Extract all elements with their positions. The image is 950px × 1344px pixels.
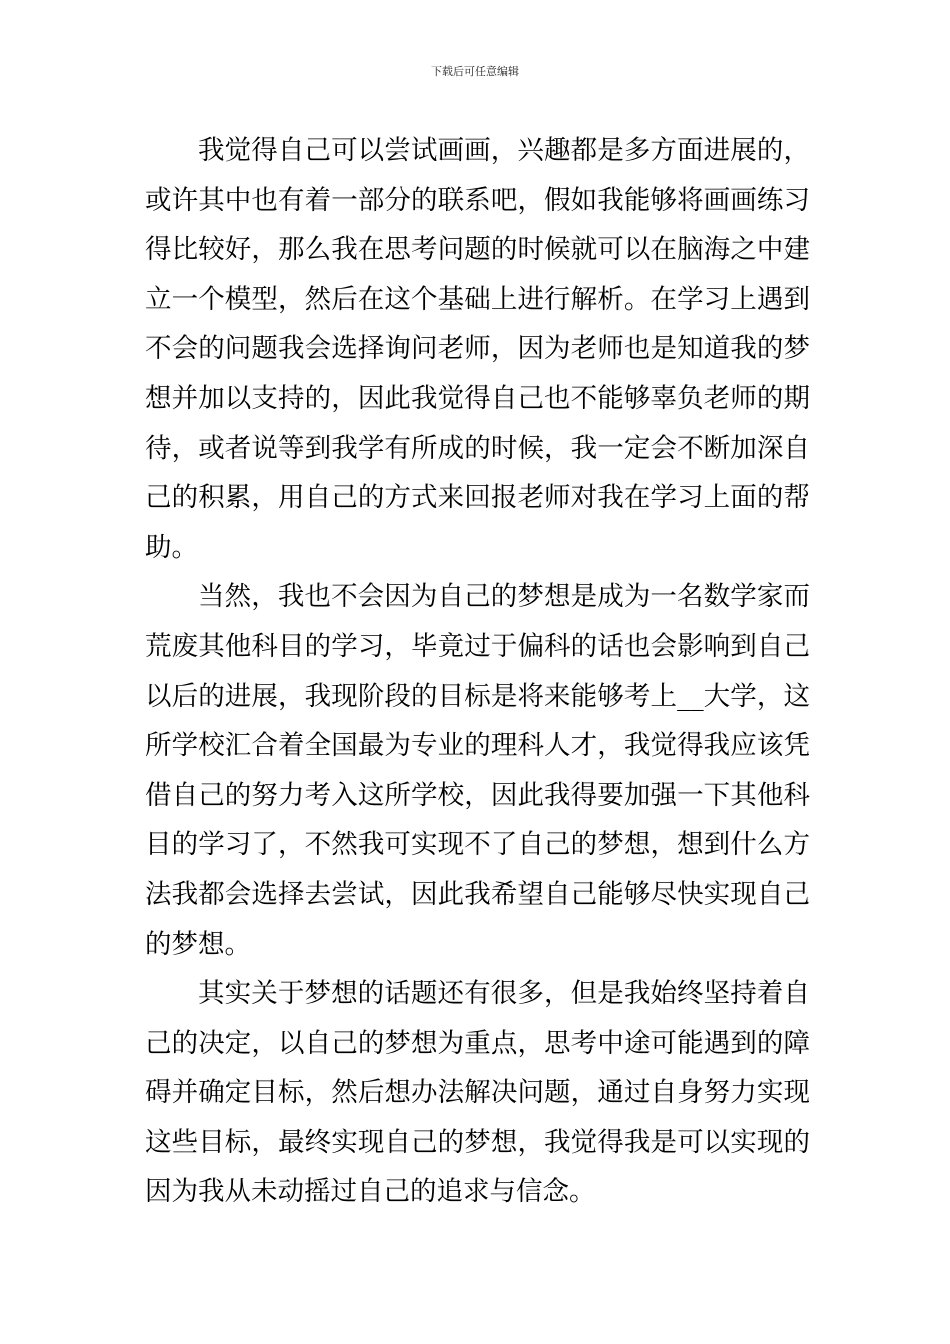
page-header: 下载后可任意编辑 — [431, 65, 519, 78]
document-body — [145, 126, 810, 1217]
paragraph-2: 当然，我也不会因为自己的梦想是成为一名数学家而荒废其他科目的学习，毕竟过于偏科的话也会影响到自己以后的进展，我现阶段的目标是将来能够考上__大学，这所学校汇合着全国最为专业的理科人才，我觉得我应该凭借自己的努力考入这所学校，因此我得要加强一下其他科目的学习了，不然我可实现不了自己的梦想，想到什么方法我都会选择去尝试，因此我希望自己能够尽快实现自己的梦想。 — [145, 581, 810, 960]
paragraph-1: 我觉得自己可以尝试画画，兴趣都是多方面进展的，或许其中也有着一部分的联系吧，假如我能够将画画练习得比较好，那么我在思考问题的时候就可以在脑海之中建立一个模型，然后在这个基础上进行解析。在学习上遇到不会的问题我会选择询问老师，因为老师也是知道我的梦想并加以支持的，因此我觉得自己也不能够辜负老师的期待，或者说等到我学有所成的时候，我一定会不断加深自己的积累，用自己的方式来回报老师对我在学习上面的帮助。 — [145, 135, 810, 563]
paragraph-3: 其实关于梦想的话题还有很多，但是我始终坚持着自己的决定，以自己的梦想为重点，思考中途可能遇到的障碍并确定目标，然后想办法解决问题，通过自身努力实现这些目标，最终实现自己的梦想，我觉得我是可以实现的因为我从未动摇过自己的追求与信念。 — [145, 978, 810, 1208]
